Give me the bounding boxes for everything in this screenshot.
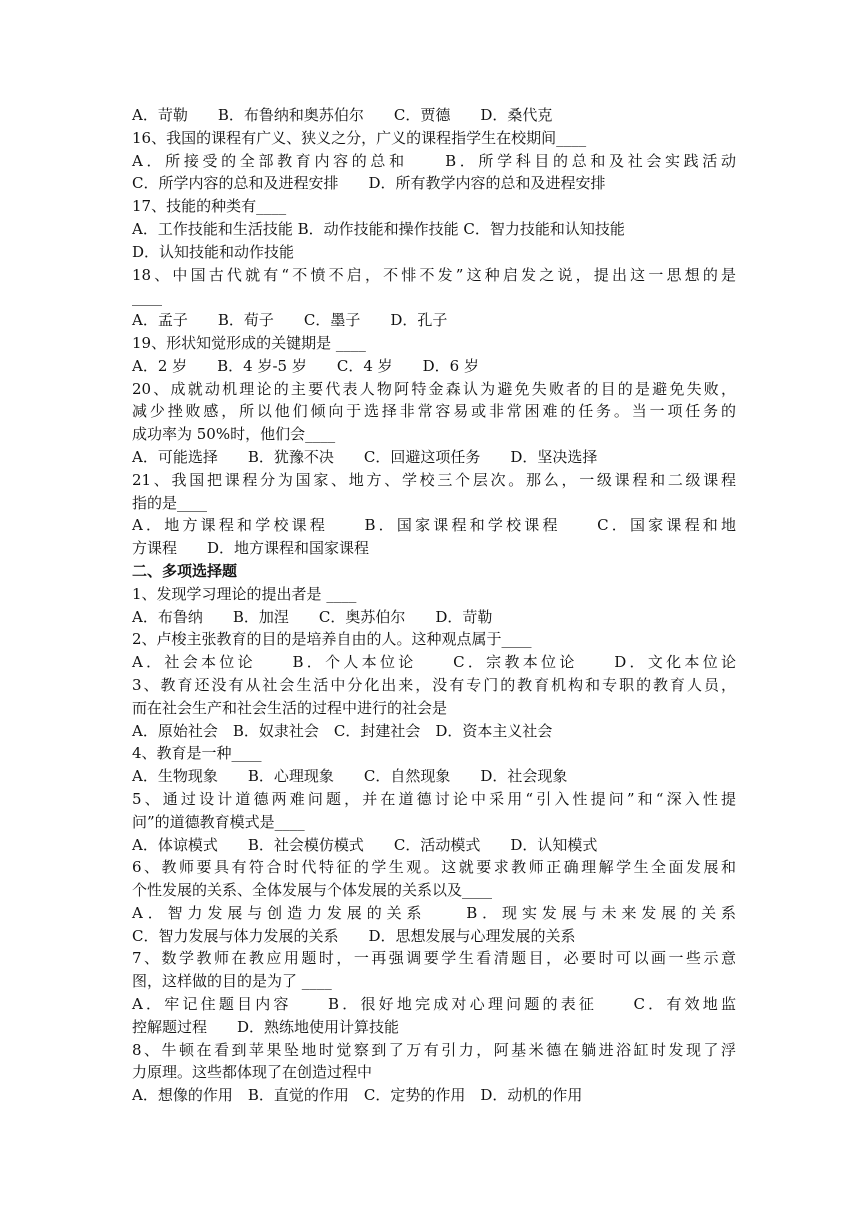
text-line: A．孟子 B．荀子 C．墨子 D．孔子 — [132, 311, 448, 330]
text-line: A．布鲁纳 B．加涅 C．奥苏伯尔 D．苛勒 — [132, 607, 493, 626]
text-line: ____ — [132, 288, 162, 307]
text-line: A．所接受的全部教育内容的总和 B．所学科目的总和及社会实践活动 — [132, 151, 736, 170]
text-line: 6、教师要具有符合时代特征的学生观。这就要求教师正确理解学生全面发展和 — [132, 858, 736, 877]
text-line: 20、成就动机理论的主要代表人物阿特金森认为避免失败者的目的是避免失败， — [132, 379, 736, 398]
text-line: A．体谅模式 B．社会模仿模式 C．活动模式 D．认知模式 — [132, 835, 598, 854]
text-line: 控解题过程 D．熟练地使用计算技能 — [132, 1017, 400, 1036]
text-line: 方课程 D．地方课程和国家课程 — [132, 539, 370, 558]
text-line: A．原始社会 B．奴隶社会 C．封建社会 D．资本主义社会 — [132, 721, 553, 740]
text-line: A．地方课程和学校课程 B．国家课程和学校课程 C．国家课程和地 — [132, 516, 736, 535]
text-line: A．社会本位论 B．个人本位论 C．宗教本位论 D．文化本位论 — [132, 653, 736, 672]
text-line: 18、中国古代就有“不愤不启，不悱不发”这种启发之说，提出这一思想的是 — [132, 265, 736, 284]
text-line: 21、我国把课程分为国家、地方、学校三个层次。那么，一级课程和二级课程 — [132, 470, 736, 489]
text-line: 17、技能的种类有____ — [132, 197, 287, 216]
text-line: 指的是____ — [132, 493, 208, 512]
text-line: 2、卢梭主张教育的目的是培养自由的人。这种观点属于____ — [132, 630, 532, 649]
text-line: A．可能选择 B．犹豫不决 C．回避这项任务 D．坚决选择 — [132, 447, 598, 466]
text-line: A．苛勒 B．布鲁纳和奥苏伯尔 C．贾德 D．桑代克 — [132, 106, 553, 124]
text-line: A．工作技能和生活技能 B．动作技能和操作技能 C．智力技能和认知技能 — [132, 219, 625, 238]
text-line: 5、通过设计道德两难问题，并在道德讨论中采用“引入性提问”和“深入性提 — [132, 789, 736, 808]
text-line: A．智力发展与创造力发展的关系 B．现实发展与未来发展的关系 — [132, 903, 736, 922]
text-line: A．牢记住题目内容 B．很好地完成对心理问题的表征 C．有效地监 — [132, 995, 736, 1014]
text-line: A．生物现象 B．心理现象 C．自然现象 D．社会现象 — [132, 767, 568, 786]
text-line: 成功率为 50%时，他们会____ — [132, 425, 336, 444]
text-line: 1、发现学习理论的提出者是 ____ — [132, 584, 357, 603]
text-line: 问”的道德教育模式是____ — [132, 812, 305, 831]
text-line: 4、教育是一种____ — [132, 744, 262, 763]
text-line: C．所学内容的总和及进程安排 D．所有教学内容的总和及进程安排 — [132, 174, 606, 193]
text-line: A．想像的作用 B．直觉的作用 C．定势的作用 D．动机的作用 — [132, 1086, 583, 1105]
text-line: 力原理。这些都体现了在创造过程中 — [132, 1063, 373, 1082]
text-line: 减少挫败感，所以他们倾向于选择非常容易或非常困难的任务。当一项任务的 — [132, 402, 736, 421]
text-line: A．2 岁 B．4 岁-5 岁 C．4 岁 D．6 岁 — [132, 356, 479, 375]
text-line: 图，这样做的目的是为了 ____ — [132, 972, 332, 991]
text-line: 个性发展的关系、全体发展与个体发展的关系以及____ — [132, 881, 493, 900]
text-line: D．认知技能和动作技能 — [132, 242, 295, 261]
question-text-block — [132, 104, 736, 1107]
text-line: 8、牛顿在看到苹果坠地时觉察到了万有引力，阿基米德在躺进浴缸时发现了浮 — [132, 1040, 736, 1059]
text-line: 7、数学教师在教应用题时，一再强调要学生看清题目，必要时可以画一些示意 — [132, 949, 736, 968]
text-line: 3、教育还没有从社会生活中分化出来，没有专门的教育机构和专职的教育人员， — [132, 675, 736, 694]
text-line: C．智力发展与体力发展的关系 D．思想发展与心理发展的关系 — [132, 926, 576, 945]
text-line: 16、我国的课程有广义、狭义之分，广义的课程指学生在校期间____ — [132, 128, 587, 147]
text-line: 而在社会生产和社会生活的过程中进行的社会是 — [132, 698, 448, 717]
section-heading: 二、多项选择题 — [132, 561, 238, 580]
text-line: 19、形状知觉形成的关键期是 ____ — [132, 333, 366, 352]
